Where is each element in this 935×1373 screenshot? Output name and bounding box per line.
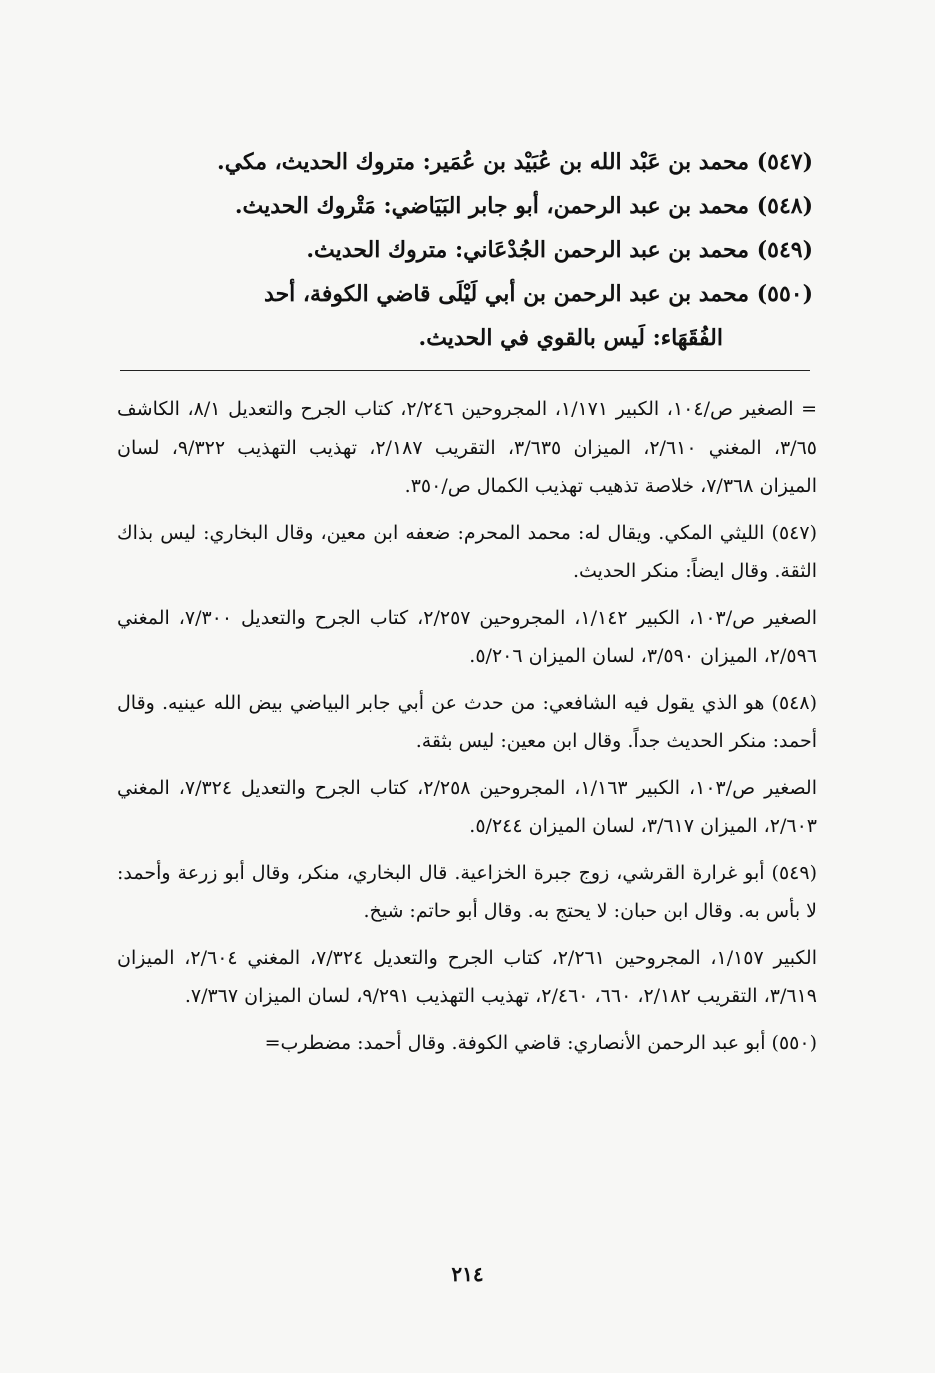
page-number: ٢١٤ — [451, 1262, 484, 1286]
footnote-549: (٥٤٩) أبو غرارة القرشي، زوج جبرة الخزاعية. قال البخاري، منكر، وقال أبو زرعة وأحمد: لا بأس به. وقال ابن حبان: لا يحتج به. وقال أبو حاتم: شيخ. — [117, 861, 817, 922]
entry-550 — [113, 272, 813, 360]
footnote-divider — [120, 370, 810, 371]
entry-549: (٥٤٩) محمد بن عبد الرحمن الجُدْعَاني: متروك الحديث. — [306, 237, 813, 263]
entry-548: (٥٤٨) محمد بن عبد الرحمن، أبو جابر البَيَاضي: مَتْروك الحديث. — [234, 193, 813, 219]
footnotes — [117, 390, 817, 1070]
main-text — [113, 140, 813, 360]
footnote-548-refs: الصغير ص/١٠٣، الكبير ١/١٦٣، المجروحين ٢/٢٥٨، كتاب الجرح والتعديل ٧/٣٢٤، المغني ٢/٦٠٣، الميزان ٣/٦١٧، لسان الميزان ٥/٢٤٤. — [117, 776, 817, 837]
footnote-549-refs: الكبير ١/١٥٧، المجروحين ٢/٢٦١، كتاب الجرح والتعديل ٧/٣٢٤، المغني ٢/٦٠٤، الميزان ٣/٦١٩، التقريب ٢/١٨٢، ٦٦٠، ٢/٤٦٠، تهذيب التهذيب ٩/٢٩١، لسان الميزان ٧/٣٦٧. — [117, 946, 817, 1007]
footnote-continued: = الصغير ص/١٠٤، الكبير ١/١٧١، المجروحين ٢/٢٤٦، كتاب الجرح والتعديل ٨/١، الكاشف ٣/٦٥، المغني ٢/٦١٠، الميزان ٣/٦٣٥، التقريب ٢/١٨٧، تهذيب التهذيب ٩/٣٢٢، لسان الميزان ٧/٣٦٨، خلاصة تذهيب تهذيب الكمال ص/٣٥٠. — [117, 398, 817, 497]
footnote-550: (٥٥٠) أبو عبد الرحمن الأنصاري: قاضي الكوفة. وقال أحمد: مضطرب= — [264, 1031, 817, 1054]
footnote-547: (٥٤٧) الليثي المكي. ويقال له: محمد المحرم: ضعفه ابن معين، وقال البخاري: ليس بذاك الثقة. وقال ايضاً: منكر الحديث. — [117, 521, 817, 582]
footnote-547-refs: الصغير ص/١٠٣، الكبير ١/١٤٢، المجروحين ٢/٢٥٧، كتاب الجرح والتعديل ٧/٣٠٠، المغني ٢/٥٩٦، الميزان ٣/٥٩٠، لسان الميزان ٥/٢٠٦. — [117, 606, 817, 667]
entry-547: (٥٤٧) محمد بن عَبْد الله بن عُبَيْد بن عُمَير: متروك الحديث، مكي. — [217, 149, 813, 175]
footnote-548: (٥٤٨) هو الذي يقول فيه الشافعي: من حدث عن أبي جابر البياضي بيض الله عينيه. وقال أحمد: منكر الحديث جداً. وقال ابن معين: ليس بثقة. — [117, 691, 817, 752]
entry-550-line2: الفُقَهَاء: لَيس بالقوي في الحديث. — [418, 325, 723, 351]
entry-550-line1: (٥٥٠) محمد بن عبد الرحمن بن أبي لَيْلَى قاضي الكوفة، أحد — [264, 281, 813, 307]
